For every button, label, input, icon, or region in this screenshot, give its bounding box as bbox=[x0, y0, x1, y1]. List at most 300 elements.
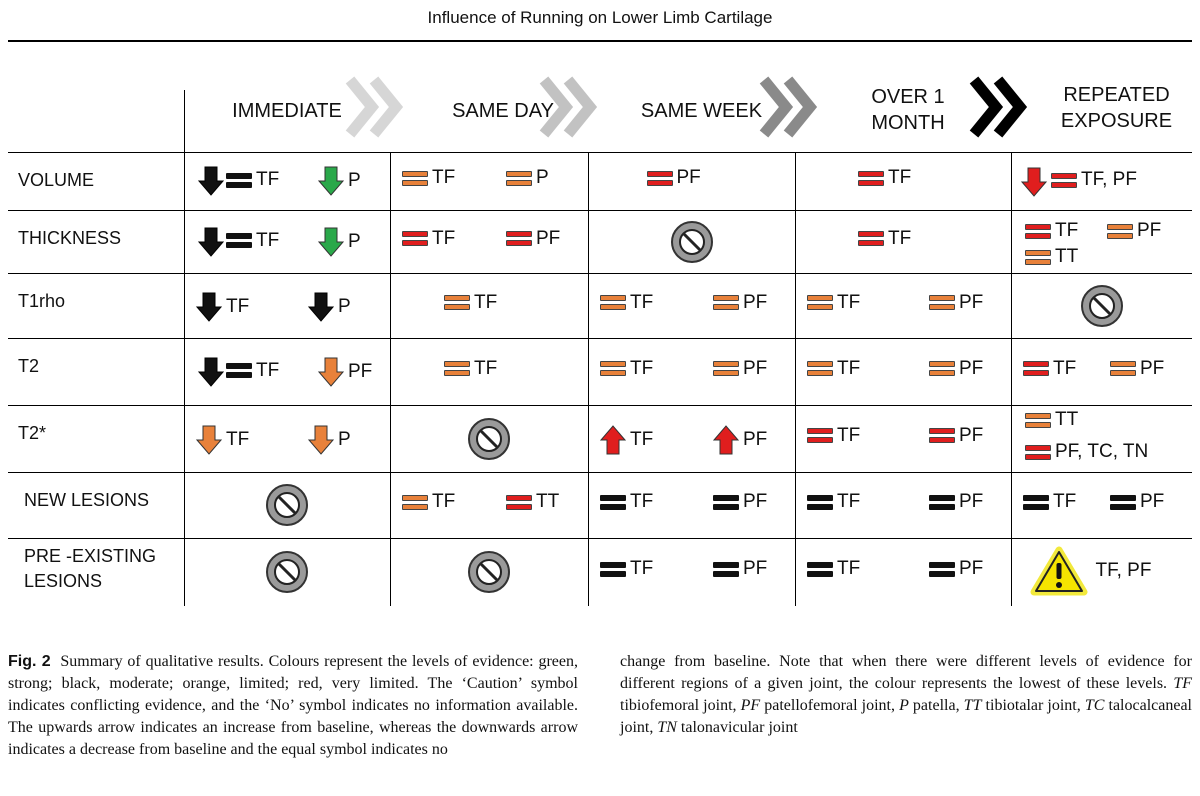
cell-t2-over-1-month bbox=[795, 338, 1011, 405]
abbreviation: P bbox=[899, 697, 909, 714]
equal-icon bbox=[807, 360, 833, 377]
equal-bar-bottom bbox=[858, 180, 884, 186]
joint-label: TF bbox=[837, 558, 861, 579]
joint-label: PF bbox=[1140, 357, 1165, 379]
equal-bar-top bbox=[858, 171, 884, 177]
equal-icon bbox=[1025, 412, 1051, 429]
equal-bar-top bbox=[1023, 495, 1049, 501]
equal-icon bbox=[929, 427, 955, 444]
evidence-item bbox=[198, 166, 224, 196]
joint-label: TF bbox=[432, 167, 456, 188]
equal-icon bbox=[506, 230, 532, 247]
row-label-t2 bbox=[18, 354, 39, 379]
arrow-down-icon bbox=[318, 357, 344, 387]
cell-pre-existing-lesions-same-day bbox=[390, 538, 588, 606]
joint-label: TF bbox=[432, 227, 456, 249]
evidence-item bbox=[318, 227, 361, 257]
joint-label: TF bbox=[474, 357, 498, 379]
evidence-item bbox=[1030, 546, 1152, 596]
header-rule bbox=[8, 40, 1192, 42]
equal-bar-top bbox=[807, 361, 833, 367]
equal-bar-bottom bbox=[1110, 370, 1136, 376]
joint-label: P bbox=[338, 428, 351, 450]
caption-left-text: Summary of qualitative results. Colours represent the levels of evidence: green, strong; black, moderate; orange, limited; red, very limited. The ‘Caution’ symbol indicates conflicting evidence, and the ‘No’ symbol indicates no information available. The upwards arrow indicates an increase from baseline, whereas the downwards arrow indicates a decrease from baseline and the equal symbol indicates no bbox=[8, 653, 579, 758]
cell-t2--immediate bbox=[184, 405, 390, 472]
joint-label: TF, PF bbox=[1095, 560, 1152, 581]
joint-label: P bbox=[348, 230, 361, 252]
cell-new-lesions-same-day bbox=[390, 472, 588, 538]
joint-label: TF bbox=[888, 227, 912, 249]
column-header-line: SAME DAY bbox=[452, 100, 554, 122]
cell-t1rho-same-week bbox=[588, 273, 795, 338]
row-label-new-lesions bbox=[24, 488, 149, 513]
evidence-item bbox=[226, 230, 279, 252]
joint-label: PF bbox=[743, 291, 768, 313]
equal-bar-top bbox=[647, 171, 673, 177]
cell-volume-same-week bbox=[588, 152, 795, 210]
cell-volume-same-day bbox=[390, 152, 588, 210]
joint-label: PF bbox=[959, 291, 984, 313]
equal-icon bbox=[600, 494, 626, 511]
equal-bar-bottom bbox=[929, 304, 955, 310]
equal-bar-bottom bbox=[713, 304, 739, 310]
equal-bar-bottom bbox=[1023, 370, 1049, 376]
equal-bar-top bbox=[713, 495, 739, 501]
equal-bar-top bbox=[1025, 445, 1051, 451]
joint-label: TF bbox=[837, 357, 861, 379]
evidence-item bbox=[1025, 409, 1078, 431]
cell-pre-existing-lesions-same-week bbox=[588, 538, 795, 606]
evidence-item bbox=[402, 228, 455, 250]
cell-thickness-same-week bbox=[588, 210, 795, 273]
equal-bar-bottom bbox=[226, 372, 252, 378]
joint-label: TF bbox=[630, 558, 654, 579]
equal-icon bbox=[506, 170, 532, 187]
caution-icon bbox=[1030, 546, 1088, 596]
joint-label: PF bbox=[743, 357, 768, 379]
abbreviation: TF bbox=[1173, 675, 1192, 692]
equal-icon bbox=[402, 494, 428, 511]
equal-bar-bottom bbox=[402, 240, 428, 246]
equal-bar-top bbox=[713, 295, 739, 301]
equal-bar-bottom bbox=[713, 571, 739, 577]
joint-label: TF bbox=[226, 295, 250, 317]
column-header-line: EXPOSURE bbox=[1060, 110, 1173, 132]
evidence-item bbox=[600, 292, 653, 314]
arrow-down-icon bbox=[196, 425, 222, 455]
equal-bar-top bbox=[807, 495, 833, 501]
double-chevron-icon bbox=[344, 74, 410, 140]
equal-bar-top bbox=[600, 495, 626, 501]
equal-icon bbox=[1051, 172, 1077, 189]
equal-bar-bottom bbox=[807, 571, 833, 577]
evidence-item bbox=[226, 360, 279, 382]
column-header-line: REPEATED bbox=[1063, 84, 1170, 106]
equal-icon bbox=[506, 494, 532, 511]
joint-label: TF bbox=[256, 169, 280, 190]
equal-icon bbox=[713, 360, 739, 377]
equal-bar-top bbox=[929, 361, 955, 367]
evidence-item bbox=[1110, 358, 1164, 380]
joint-label: PF bbox=[1140, 491, 1165, 512]
equal-icon bbox=[1023, 360, 1049, 377]
caption-right-column bbox=[620, 651, 1192, 739]
joint-label: TF, PF bbox=[1081, 169, 1137, 190]
joint-label: TF bbox=[837, 424, 861, 446]
row-label-t2- bbox=[18, 421, 46, 446]
joint-label: TF bbox=[630, 291, 654, 313]
double-chevron-icon bbox=[968, 74, 1034, 140]
cell-t2--repeated-exposure bbox=[1011, 405, 1192, 472]
evidence-item bbox=[807, 491, 860, 513]
evidence-item bbox=[713, 491, 767, 513]
equal-icon bbox=[713, 494, 739, 511]
equal-bar-bottom bbox=[444, 370, 470, 376]
equal-icon bbox=[600, 360, 626, 377]
equal-icon bbox=[807, 427, 833, 444]
equal-bar-bottom bbox=[1025, 233, 1051, 239]
joint-label: P bbox=[536, 167, 549, 188]
joint-label: PF bbox=[959, 558, 984, 579]
equal-icon bbox=[807, 561, 833, 578]
equal-bar-bottom bbox=[807, 370, 833, 376]
equal-bar-top bbox=[402, 231, 428, 237]
evidence-item bbox=[402, 167, 455, 189]
caption-left-column bbox=[8, 651, 578, 761]
double-chevron-icon bbox=[758, 74, 824, 140]
equal-bar-top bbox=[506, 495, 532, 501]
evidence-item bbox=[929, 491, 983, 513]
row-label-line: T2* bbox=[18, 423, 47, 443]
arrow-down-icon bbox=[196, 292, 222, 322]
evidence-item bbox=[1021, 167, 1047, 197]
equal-bar-top bbox=[713, 562, 739, 568]
arrow-down-icon bbox=[318, 227, 344, 257]
evidence-item bbox=[1051, 169, 1137, 191]
joint-label: TF bbox=[256, 359, 280, 381]
equal-bar-top bbox=[1025, 413, 1051, 419]
evidence-item bbox=[713, 425, 767, 455]
equal-icon bbox=[1025, 249, 1051, 266]
evidence-item bbox=[196, 292, 249, 322]
abbreviation: TT bbox=[963, 697, 982, 714]
cell-new-lesions-immediate bbox=[184, 472, 390, 538]
cell-t1rho-immediate bbox=[184, 273, 390, 338]
equal-bar-top bbox=[506, 231, 532, 237]
evidence-item bbox=[196, 425, 249, 455]
evidence-item bbox=[444, 358, 497, 380]
equal-bar-top bbox=[1051, 173, 1077, 179]
row-label-t1rho bbox=[18, 289, 65, 314]
row-label-volume bbox=[18, 168, 94, 193]
cell-t2-same-week bbox=[588, 338, 795, 405]
equal-bar-top bbox=[807, 562, 833, 568]
joint-label: PF bbox=[959, 491, 984, 512]
evidence-item bbox=[318, 357, 372, 387]
cell-t2-repeated-exposure bbox=[1011, 338, 1192, 405]
cell-t1rho-same-day bbox=[390, 273, 588, 338]
equal-bar-top bbox=[226, 173, 252, 179]
equal-icon bbox=[1110, 494, 1136, 511]
no-info-icon bbox=[264, 482, 310, 528]
caption-text: tibiofemoral joint, bbox=[620, 697, 741, 714]
evidence-item bbox=[600, 491, 653, 513]
caption-text: tibiotalar joint, bbox=[981, 697, 1085, 714]
cell-new-lesions-repeated-exposure bbox=[1011, 472, 1192, 538]
cell-thickness-same-day bbox=[390, 210, 588, 273]
cell-t2--same-day bbox=[390, 405, 588, 472]
evidence-item bbox=[807, 558, 860, 580]
equal-bar-bottom bbox=[858, 240, 884, 246]
evidence-item bbox=[198, 357, 224, 387]
figure-label: Fig. 2 bbox=[8, 653, 51, 670]
cell-t2--over-1-month bbox=[795, 405, 1011, 472]
equal-bar-bottom bbox=[600, 571, 626, 577]
equal-bar-top bbox=[858, 231, 884, 237]
joint-label: PF bbox=[959, 357, 984, 379]
cell-thickness-repeated-exposure bbox=[1011, 210, 1192, 273]
evidence-item bbox=[506, 491, 559, 513]
cell-pre-existing-lesions-over-1-month bbox=[795, 538, 1011, 606]
summary-figure bbox=[0, 60, 1200, 620]
joint-label: TT bbox=[536, 491, 560, 512]
equal-icon bbox=[647, 170, 673, 187]
joint-label: TF bbox=[1055, 220, 1079, 241]
equal-icon bbox=[713, 294, 739, 311]
evidence-item bbox=[807, 425, 860, 447]
equal-icon bbox=[600, 294, 626, 311]
equal-bar-top bbox=[807, 295, 833, 301]
equal-bar-bottom bbox=[807, 437, 833, 443]
equal-bar-top bbox=[506, 171, 532, 177]
equal-bar-bottom bbox=[226, 182, 252, 188]
caption-text: patella, bbox=[908, 697, 964, 714]
equal-bar-bottom bbox=[647, 180, 673, 186]
row-label-line: PRE -EXISTING bbox=[24, 546, 157, 566]
equal-bar-bottom bbox=[929, 437, 955, 443]
equal-bar-top bbox=[1110, 495, 1136, 501]
evidence-item bbox=[929, 292, 983, 314]
equal-icon bbox=[929, 561, 955, 578]
equal-bar-top bbox=[807, 428, 833, 434]
evidence-item bbox=[600, 558, 653, 580]
cell-volume-over-1-month bbox=[795, 152, 1011, 210]
equal-bar-top bbox=[226, 233, 252, 239]
column-header-line: SAME WEEK bbox=[640, 100, 763, 122]
evidence-item bbox=[807, 292, 860, 314]
equal-bar-top bbox=[600, 295, 626, 301]
equal-bar-top bbox=[1107, 224, 1133, 230]
equal-icon bbox=[600, 561, 626, 578]
evidence-item bbox=[647, 167, 701, 189]
equal-bar-bottom bbox=[929, 370, 955, 376]
cell-t1rho-over-1-month bbox=[795, 273, 1011, 338]
column-header-repeated-exposure bbox=[1011, 82, 1192, 134]
joint-label: PF bbox=[959, 424, 984, 446]
equal-icon bbox=[713, 561, 739, 578]
equal-icon bbox=[226, 172, 252, 189]
equal-bar-top bbox=[713, 361, 739, 367]
evidence-item bbox=[1023, 358, 1076, 380]
equal-icon bbox=[858, 230, 884, 247]
running-head: Influence of Running on Lower Limb Cartilage bbox=[427, 8, 773, 27]
equal-bar-top bbox=[226, 363, 252, 369]
equal-bar-top bbox=[929, 562, 955, 568]
cell-pre-existing-lesions-immediate bbox=[184, 538, 390, 606]
equal-bar-top bbox=[1025, 224, 1051, 230]
abbreviation: PF bbox=[740, 697, 761, 714]
equal-bar-bottom bbox=[713, 504, 739, 510]
joint-label: PF bbox=[676, 167, 701, 188]
evidence-item bbox=[858, 167, 911, 189]
equal-icon bbox=[929, 294, 955, 311]
evidence-item bbox=[929, 558, 983, 580]
evidence-item bbox=[1025, 220, 1078, 242]
equal-icon bbox=[1025, 444, 1051, 461]
evidence-item bbox=[929, 425, 983, 447]
cell-thickness-immediate bbox=[184, 210, 390, 273]
equal-bar-top bbox=[1025, 250, 1051, 256]
column-header-line: IMMEDIATE bbox=[232, 100, 342, 122]
joint-label: PF bbox=[743, 558, 768, 579]
joint-label: PF bbox=[348, 360, 373, 382]
joint-label: PF, TC, TN bbox=[1055, 441, 1149, 462]
equal-bar-bottom bbox=[1025, 454, 1051, 460]
row-label-line: T1rho bbox=[18, 291, 66, 311]
caption-text: talocalcaneal joint, bbox=[620, 697, 1193, 736]
joint-label: TF bbox=[1053, 357, 1077, 379]
joint-label: TT bbox=[1055, 409, 1079, 430]
evidence-item bbox=[1025, 441, 1148, 463]
equal-bar-top bbox=[929, 495, 955, 501]
joint-label: TF bbox=[837, 291, 861, 313]
cell-thickness-over-1-month bbox=[795, 210, 1011, 273]
evidence-item bbox=[713, 358, 767, 380]
equal-bar-bottom bbox=[506, 240, 532, 246]
evidence-item bbox=[713, 292, 767, 314]
equal-icon bbox=[807, 294, 833, 311]
evidence-item bbox=[318, 166, 361, 196]
equal-icon bbox=[1025, 223, 1051, 240]
evidence-item bbox=[444, 292, 497, 314]
equal-bar-bottom bbox=[1110, 504, 1136, 510]
caption-text: patellofemoral joint, bbox=[760, 697, 900, 714]
arrow-down-icon bbox=[1021, 167, 1047, 197]
caption-text: talonavicular joint bbox=[676, 719, 798, 736]
equal-bar-bottom bbox=[506, 504, 532, 510]
equal-bar-top bbox=[444, 295, 470, 301]
equal-bar-bottom bbox=[807, 304, 833, 310]
evidence-item bbox=[1110, 491, 1164, 513]
row-label-line: LESIONS bbox=[24, 571, 103, 591]
equal-bar-bottom bbox=[807, 504, 833, 510]
equal-bar-bottom bbox=[713, 370, 739, 376]
cell-t2-same-day bbox=[390, 338, 588, 405]
evidence-item bbox=[929, 358, 983, 380]
evidence-item bbox=[1107, 220, 1161, 242]
row-label-line: VOLUME bbox=[18, 170, 95, 190]
evidence-item bbox=[402, 491, 455, 513]
equal-bar-bottom bbox=[1025, 422, 1051, 428]
joint-label: PF bbox=[1137, 220, 1162, 241]
equal-icon bbox=[929, 494, 955, 511]
caption-text: change from baseline. Note that when there were different levels of evidence for different regions of a given joint, the colour represents the lowest of these levels. bbox=[620, 653, 1192, 692]
evidence-item bbox=[1023, 491, 1076, 513]
evidence-item bbox=[226, 169, 279, 191]
equal-icon bbox=[1023, 494, 1049, 511]
equal-bar-top bbox=[444, 361, 470, 367]
evidence-item bbox=[308, 292, 351, 322]
joint-label: TF bbox=[888, 167, 912, 188]
arrow-down-icon bbox=[198, 166, 224, 196]
cell-new-lesions-over-1-month bbox=[795, 472, 1011, 538]
evidence-item bbox=[308, 425, 351, 455]
evidence-item bbox=[1025, 246, 1078, 268]
equal-bar-bottom bbox=[1107, 233, 1133, 239]
equal-bar-top bbox=[1110, 361, 1136, 367]
equal-bar-top bbox=[600, 361, 626, 367]
cell-new-lesions-same-week bbox=[588, 472, 795, 538]
abbreviation: TN bbox=[657, 719, 677, 736]
equal-icon bbox=[1107, 223, 1133, 240]
equal-icon bbox=[402, 230, 428, 247]
evidence-item bbox=[506, 228, 560, 250]
joint-label: TF bbox=[432, 491, 456, 512]
evidence-item bbox=[506, 167, 549, 189]
cell-t1rho-repeated-exposure bbox=[1011, 273, 1192, 338]
no-info-icon bbox=[669, 219, 715, 265]
equal-bar-top bbox=[929, 428, 955, 434]
equal-bar-bottom bbox=[402, 180, 428, 186]
equal-bar-bottom bbox=[1025, 259, 1051, 265]
joint-label: TF bbox=[256, 229, 280, 251]
equal-bar-top bbox=[1023, 361, 1049, 367]
joint-label: TF bbox=[630, 491, 654, 512]
equal-bar-bottom bbox=[506, 180, 532, 186]
column-header-line: OVER 1 bbox=[871, 86, 945, 108]
equal-icon bbox=[929, 360, 955, 377]
evidence-item bbox=[600, 358, 653, 380]
no-info-icon bbox=[466, 549, 512, 595]
abbreviation: TC bbox=[1084, 697, 1105, 714]
arrow-down-icon bbox=[308, 425, 334, 455]
cell-t2-immediate bbox=[184, 338, 390, 405]
equal-icon bbox=[858, 170, 884, 187]
arrow-down-icon bbox=[198, 357, 224, 387]
arrow-down-icon bbox=[308, 292, 334, 322]
no-info-icon bbox=[264, 549, 310, 595]
no-info-icon bbox=[466, 416, 512, 462]
equal-bar-bottom bbox=[929, 504, 955, 510]
equal-icon bbox=[444, 360, 470, 377]
equal-bar-bottom bbox=[1051, 182, 1077, 188]
equal-bar-bottom bbox=[600, 304, 626, 310]
arrow-down-icon bbox=[318, 166, 344, 196]
cell-t2--same-week bbox=[588, 405, 795, 472]
equal-bar-top bbox=[402, 495, 428, 501]
equal-bar-bottom bbox=[402, 504, 428, 510]
equal-icon bbox=[1110, 360, 1136, 377]
equal-bar-bottom bbox=[444, 304, 470, 310]
evidence-item bbox=[858, 228, 911, 250]
joint-label: PF bbox=[536, 227, 561, 249]
joint-label: P bbox=[338, 295, 351, 317]
evidence-item bbox=[807, 358, 860, 380]
equal-icon bbox=[807, 494, 833, 511]
equal-bar-bottom bbox=[226, 242, 252, 248]
joint-label: PF bbox=[743, 491, 768, 512]
column-header-line: MONTH bbox=[871, 112, 945, 134]
